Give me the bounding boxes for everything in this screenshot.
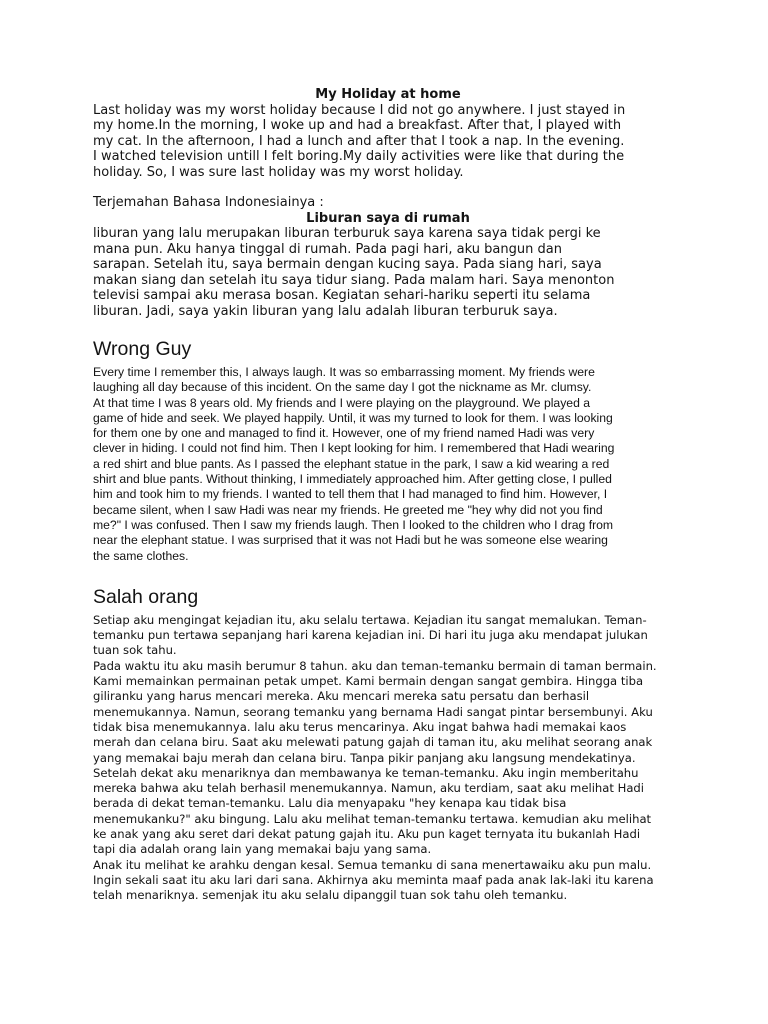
translation-label: Terjemahan Bahasa Indonesiainya : — [93, 195, 324, 210]
story-en-body: Every time I remember this, I always laugh. It was so embarrassing moment. My friends were laughing all day because of this incident. On the same day I got the nickname as Mr. clumsy. At that time I was 8 years old. My friends and I were playing on the playground. We played a game of hide and seek. We played happily. Until, it was my turned to look for them. I was looking for them one by one and managed to find it. However, one of my friend named Hadi was very clever in hiding. I could not find him. Then I kept looking for him. I remembered that Hadi wearing a red shirt and blue pants. As I passed the elephant statue in the park, I saw a kid wearing a red shirt and blue pants. Without thinking, I immediately approached him. After getting close, I pulled him and took him to my friends. I wanted to tell them that I had managed to find him. However, I became silent, when I saw Hadi was near my friends. He greeted me "hey why did not you find me?" I was confused. Then I saw my friends laugh. Then I looked to the children who I drag from near the elephant statue. I was surprised that it was not Hadi but he was someone else wearing the same clothes. — [93, 365, 615, 563]
spacer — [93, 180, 683, 195]
story-id-body: Setiap aku mengingat kejadian itu, aku selalu tertawa. Kejadian itu sangat memalukan. Teman- temanku pun tertawa sepanjang hari karena kejadian ini. Di hari itu juga aku mendapat julukan tuan sok tahu. Pada waktu itu aku masih berumur 8 tahun. aku dan teman-temanku bermain di taman bermain. Kami memainkan permainan petak umpet. Kami bermain dengan sangat gembira. Hingga tiba giliranku yang harus mencari mereka. Aku mencari mereka satu persatu dan berhasil menemukannya. Namun, seorang temanku yang bernama Hadi sangat pintar bersembunyi. Aku tidak bisa menemukannya. lalu aku terus mencarinya. Aku ingat bahwa hadi memakai kaos merah dan celana biru. Saat aku melewati patung gajah di taman itu, aku melihat seorang anak yang memakai baju merah dan celana biru. Tanpa pikir panjang aku langsung mendekatinya. Setelah dekat aku menariknya dan membawanya ke teman-temanku. Aku ingin memberitahu mereka bahwa aku telah berhasil menemukannya. Namun, aku terdiam, saat aku melihat Hadi berada di dekat teman-temanku. Lalu dia menyapaku "hey kenapa kau tidak bisa menemukanku?" aku bingung. Lalu aku melihat teman-temanku tertawa. kemudian aku melihat ke anak yang aku seret dari dekat patung gajah itu. Aku pun kaget ternyata itu bukanlah Hadi tapi dia adalah orang lain yang memakai baju yang sama. Anak itu melihat ke arahku dengan kesal. Semua temanku di sana menertawaiku aku pun malu. Ingin sekali saat itu aku lari dari sana. Akhirnya aku meminta maaf pada anak lak-laki itu karena telah menariknya. semenjak itu aku selalu dipanggil tuan sok tahu oleh temanku. — [93, 612, 657, 903]
translation-body: liburan yang lalu merupakan liburan terburuk saya karena saya tidak pergi ke mana pun. Aku hanya tinggal di rumah. Pada pagi hari, aku bangun dan sarapan. Setelah itu, saya bermain dengan kucing saya. Pada siang hari, saya makan siang dan setelah itu saya tidur siang. Pada malam hari. Saya menonton televisi sampai aku merasa bosan. Kegiatan sehari-hariku seperti itu selama liburan. Jadi, saya yakin liburan yang lalu adalah liburan terburuk saya. — [93, 226, 615, 319]
story-id-title: Salah orang — [93, 585, 199, 608]
english-body: Last holiday was my worst holiday because I did not go anywhere. I just stayed in my home.In the morning, I woke up and had a breakfast. After that, I played with my cat. In the afternoon, I had a lunch and after that I took a nap. In the evening. I watched television untill I felt boring.My daily activities were like that during the holiday. So, I was sure last holiday was my worst holiday. — [93, 102, 626, 180]
story-en-title: Wrong Guy — [93, 338, 192, 360]
translation-title: Liburan saya di rumah — [306, 210, 470, 226]
english-title: My Holiday at home — [315, 87, 461, 102]
document-page — [93, 87, 683, 904]
english-essay — [93, 87, 683, 319]
